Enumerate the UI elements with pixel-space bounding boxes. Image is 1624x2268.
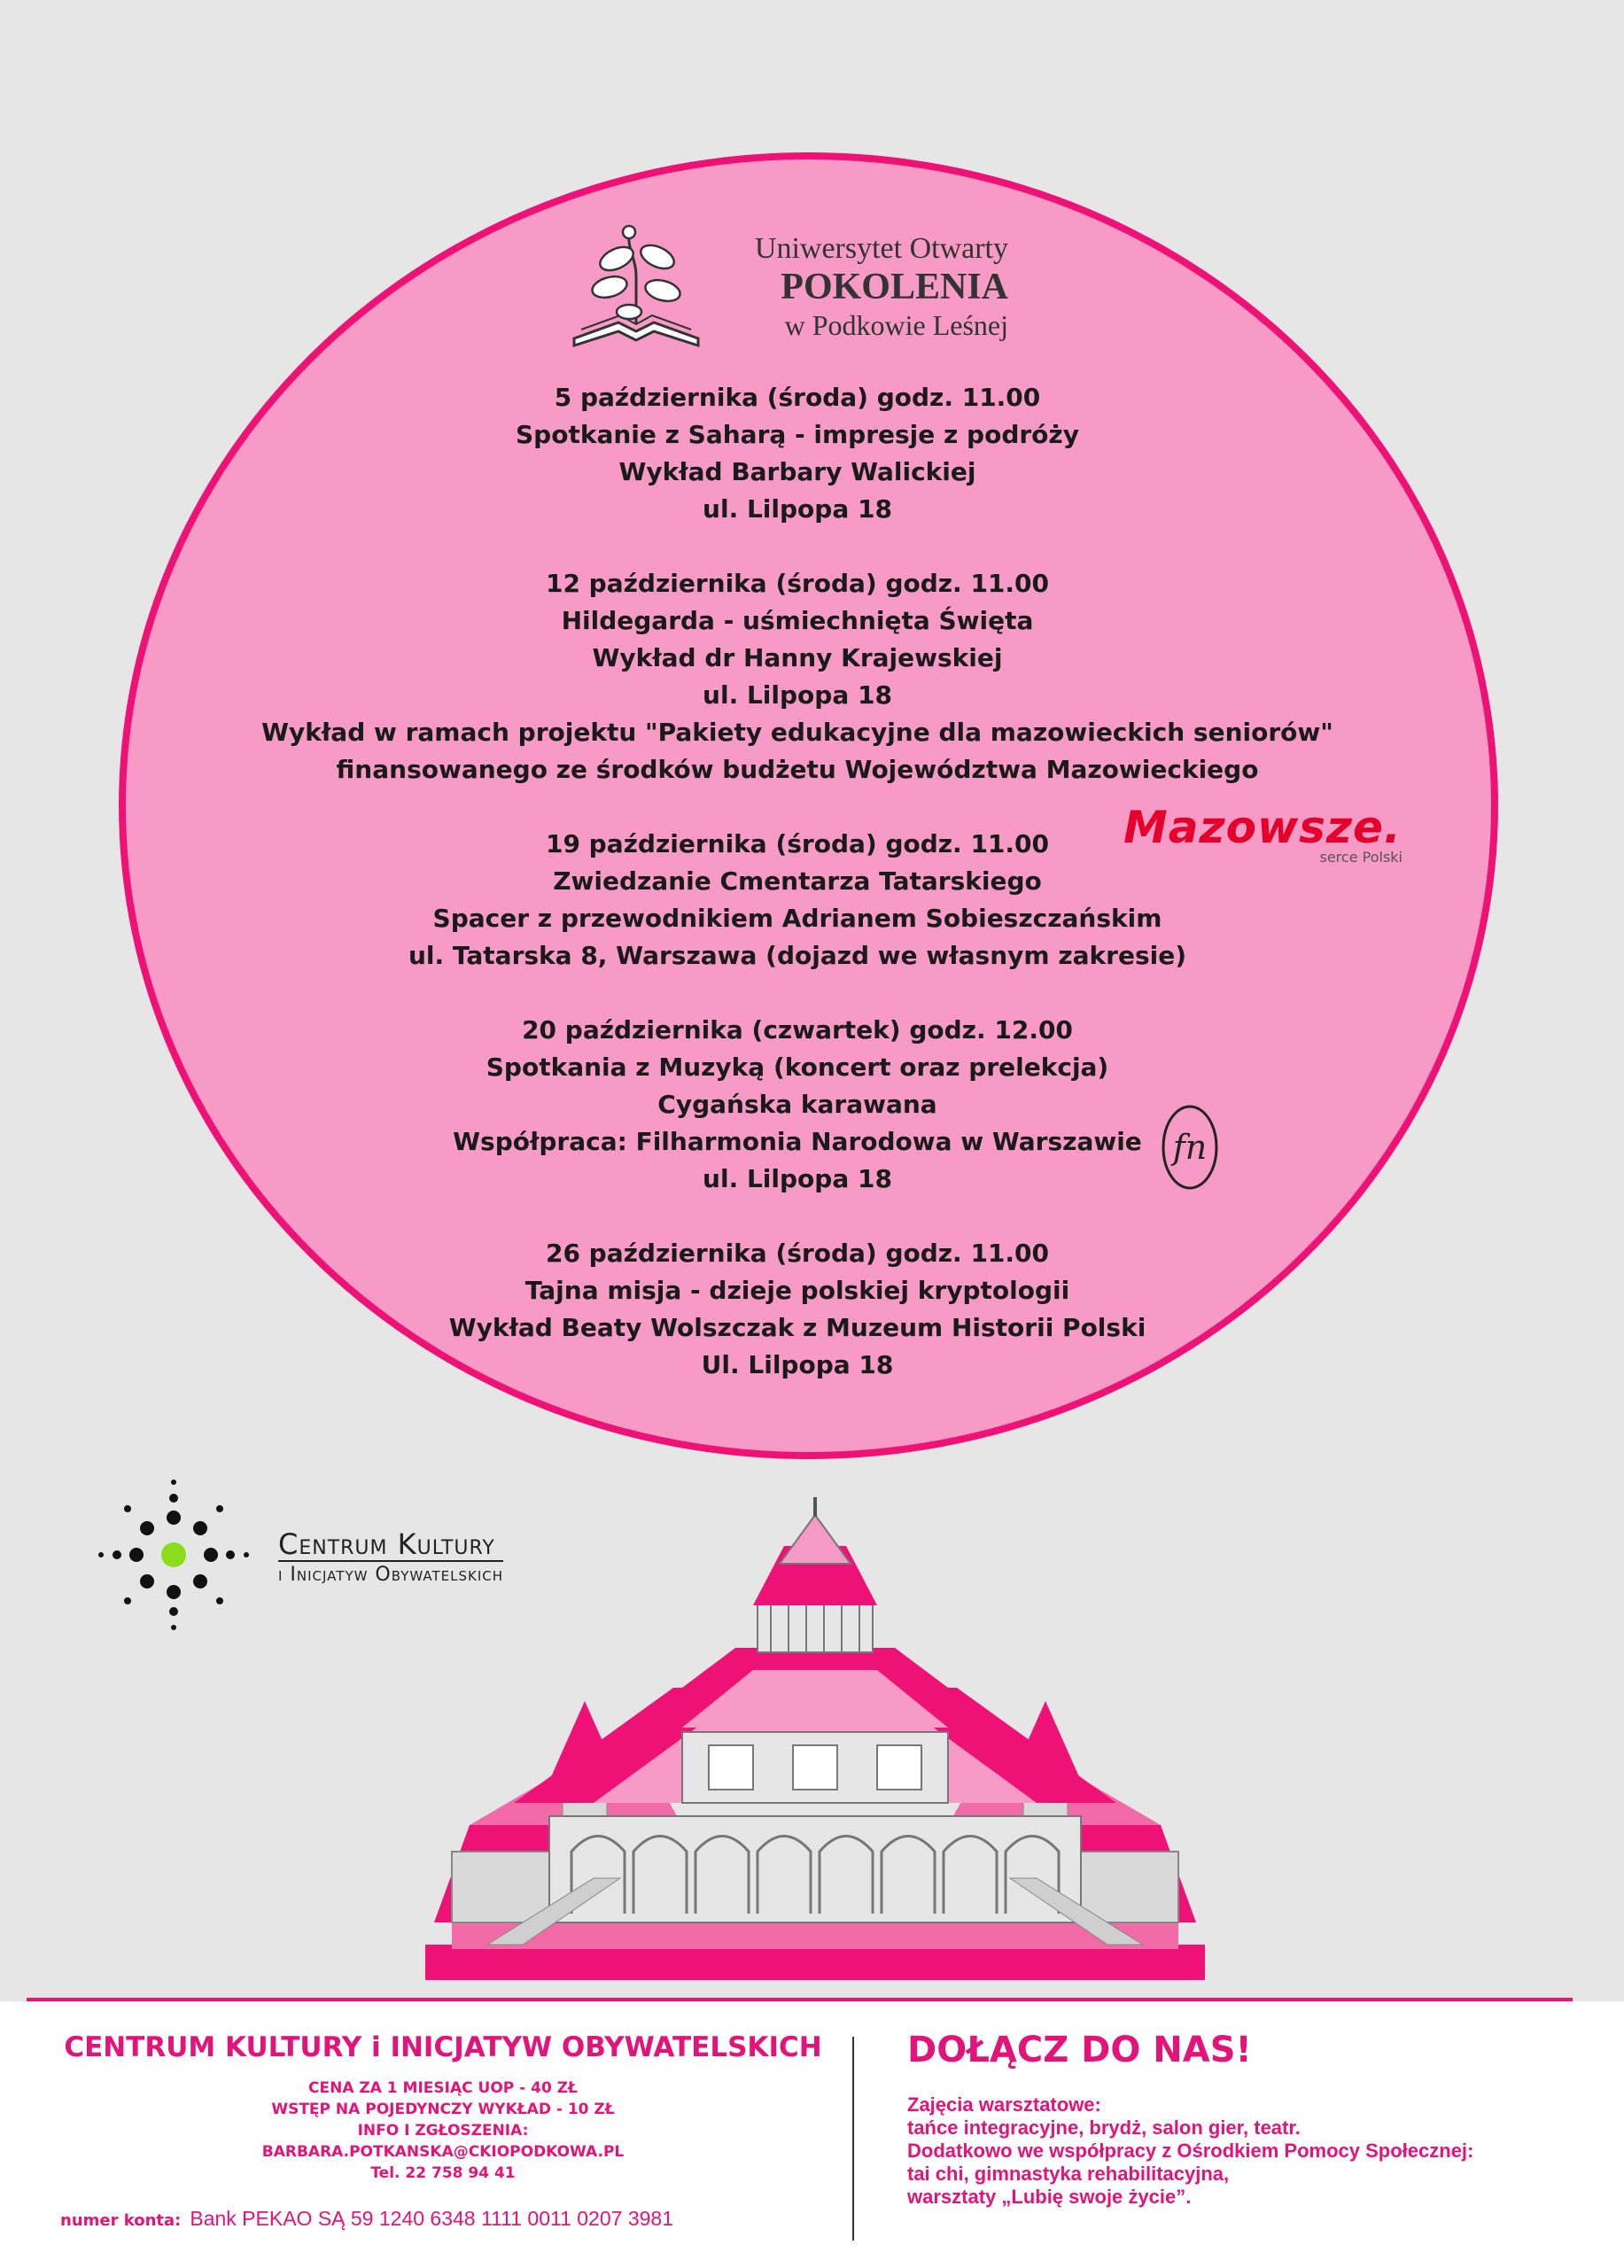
event-date: 20 października (czwartek) godz. 12.00	[522, 1015, 1073, 1045]
event-host: Wykład Barbary Walickiej	[618, 457, 976, 486]
centrum-line2: i Inicjatyw Obywatelskich	[278, 1560, 503, 1587]
org-line1: Uniwersytet Otwarty	[754, 232, 1008, 265]
event-host: Wykład Beaty Wolszczak z Muzeum Historii Polski	[448, 1313, 1146, 1342]
event-note: Wykład w ramach projektu "Pakiety edukacyjne dla mazowieckich seniorów"	[261, 718, 1333, 747]
building-illustration	[416, 1497, 1214, 1984]
event-address: ul. Lilpopa 18	[703, 680, 892, 710]
event-list	[204, 379, 1391, 1421]
price-single: WSTĘP NA POJEDYNCZY WYKŁAD - 10 ZŁ	[271, 2101, 615, 2118]
mazowsze-word: Mazowsze.	[1123, 802, 1402, 853]
event-date: 5 października (środa) godz. 11.00	[554, 383, 1041, 412]
contact-email: BARBARA.POTKANSKA@CKIOPODKOWA.PL	[261, 2143, 625, 2161]
footer-divider	[852, 2037, 854, 2241]
event-address: Ul. Lilpopa 18	[701, 1350, 894, 1379]
event-host: Wykład dr Hanny Krajewskiej	[592, 643, 1003, 672]
org-line2: POKOLENIA	[781, 267, 1008, 307]
event-title: Spotkania z Muzyką (koncert oraz prelekcja)	[486, 1052, 1109, 1082]
uniwersytet-name	[689, 232, 1008, 342]
event-partner: Współpraca: Filharmonia Narodowa w Warszawie	[453, 1127, 1142, 1156]
footer-title: CENTRUM KULTURY i INICJATYW OBYWATELSKICH	[64, 2031, 822, 2063]
event-subtitle: Cygańska karawana	[657, 1090, 937, 1119]
filharmonia-logo	[1161, 1104, 1219, 1191]
join-line: tańce integracyjne, brydż, salon gier, teatr.	[907, 2117, 1301, 2139]
event-address: ul. Tatarska 8, Warszawa (dojazd we własnym zakresie)	[408, 941, 1186, 970]
book-plant-icon	[565, 223, 707, 356]
price-month: CENA ZA 1 MIESIĄC UOP - 40 ZŁ	[308, 2079, 578, 2097]
fn-text: fn	[1172, 1128, 1208, 1167]
event-title: Spotkanie z Saharą - impresje z podróży	[516, 420, 1079, 449]
join-line: tai chi, gimnastyka rehabilitacyjna,	[907, 2163, 1230, 2185]
join-title: DOŁĄCZ DO NAS!	[907, 2030, 1252, 2070]
event-title: Hildegarda - uśmiechnięta Święta	[561, 606, 1034, 635]
footer-info	[53, 2078, 833, 2184]
event-item	[204, 379, 1391, 528]
mazowsze-subtitle: serce Polski	[1319, 849, 1403, 866]
event-date: 19 października (środa) godz. 11.00	[545, 829, 1050, 858]
event-title: Tajna misja - dzieje polskiej kryptologii	[524, 1276, 1070, 1305]
info-label: INFO I ZGŁOSZENIA:	[357, 2122, 529, 2140]
org-line3: w Podkowie Leśnej	[784, 309, 1008, 341]
event-host: Spacer z przewodnikiem Adrianem Sobieszczańskim	[432, 904, 1162, 933]
star-dots-icon	[92, 1475, 269, 1635]
event-date: 12 października (środa) godz. 11.00	[545, 569, 1050, 598]
join-line: Zajęcia warsztatowe:	[907, 2093, 1101, 2116]
uniwersytet-logo	[565, 223, 1008, 356]
centrum-line1: Centrum Kultury	[278, 1527, 495, 1561]
event-title: Zwiedzanie Cmentarza Tatarskiego	[553, 866, 1042, 896]
footer-right	[907, 2026, 1598, 2209]
event-item	[204, 1235, 1391, 1384]
join-line: warsztaty „Lubię swoje życie”.	[907, 2186, 1192, 2208]
event-date: 26 października (środa) godz. 11.00	[545, 1239, 1050, 1268]
bank-value: Bank PEKAO SĄ 59 1240 6348 1111 0011 0207 3981	[190, 2207, 673, 2230]
footer-left	[53, 2028, 833, 2184]
event-note: finansowanego ze środków budżetu Województwa Mazowieckiego	[336, 755, 1259, 784]
event-address: ul. Lilpopa 18	[703, 1164, 892, 1193]
event-item	[204, 565, 1391, 788]
contact-phone: Tel. 22 758 94 41	[370, 2164, 516, 2182]
join-line: Dodatkowo we współpracy z Ośrodkiem Pomocy Społecznej:	[907, 2140, 1474, 2162]
event-address: ul. Lilpopa 18	[703, 494, 892, 524]
mazowsze-logo	[1123, 803, 1407, 874]
bank-label: numer konta:	[60, 2211, 182, 2230]
bank-account	[60, 2207, 858, 2231]
join-text	[907, 2093, 1598, 2209]
footer	[0, 2001, 1624, 2268]
